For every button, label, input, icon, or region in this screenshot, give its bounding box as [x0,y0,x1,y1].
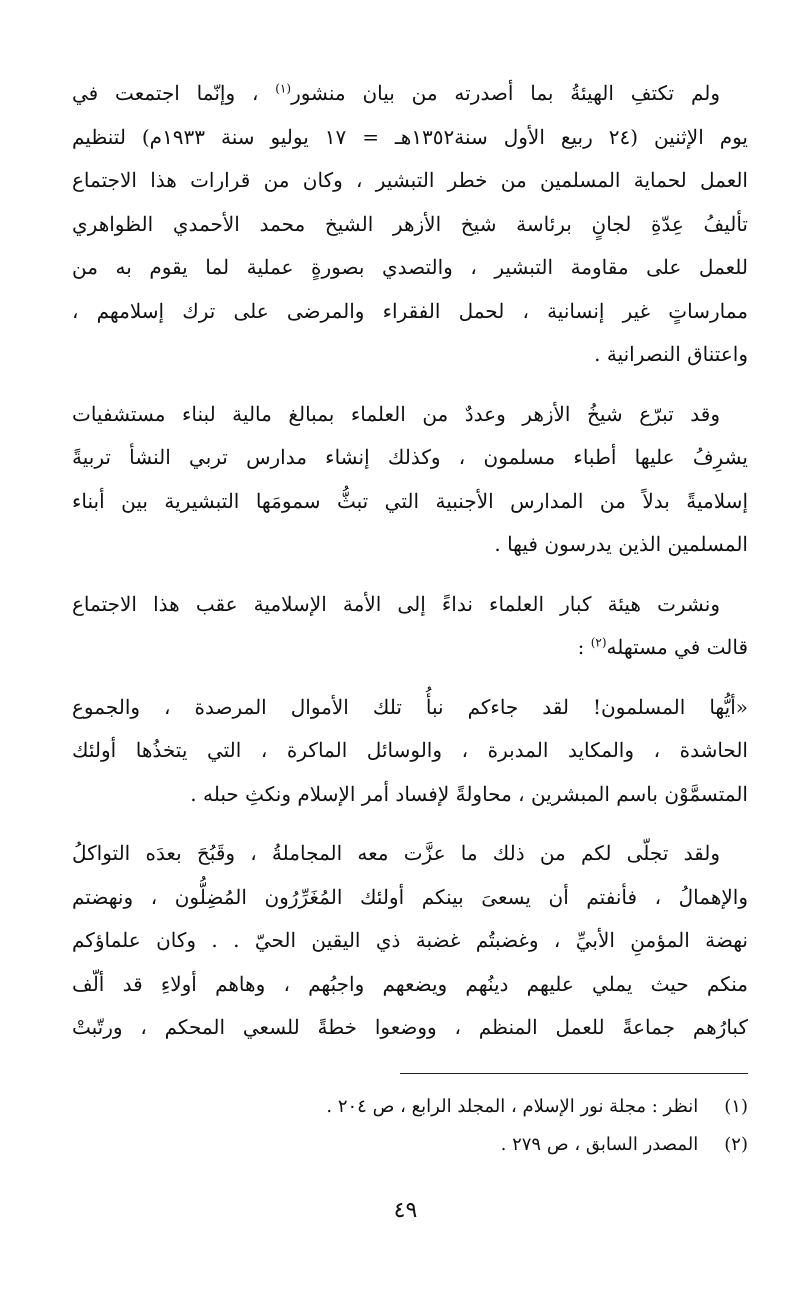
footnote-text: انظر : مجلة نور الإسلام ، المجلد الرابع ، ص ٢٠٤ . [326,1096,699,1117]
footnote-divider [400,1073,748,1074]
text-line: الحاشدة ، والمكايد المدبرة ، والوسائل الماكرة ، التي يتخذُها أولئك [72,738,748,762]
text-line: إسلاميةً بدلاً من المدارس الأجنبية التي تبثُّ سمومَها التبشيرية بين أبناء [72,488,748,513]
text-line: والإهمالُ ، فأنفتم أن يسعىَ بينكم أولئك المُغَرِّرُون المُضِلُّون ، ونهضتم [72,884,748,909]
footnote-2 [72,1126,748,1164]
text-line: للعمل على مقاومة التبشير ، والتصدي بصورةٍ عملية لما يقوم به من [72,255,748,279]
text-line: «أيُّها المسلمون! لقد جاءكم نبأُ تلك الأموال المرصدة ، والجموع [72,694,748,719]
text-line: نهضة المؤمنِ الأبيِّ ، وغضبتُم غضبة ذي اليقين الحيّ . . وكان علماؤكم [72,928,748,952]
text-line: يشرِفُ عليها أطباء مسلمون ، وكذلك إنشاء مدارس تربي النشأ تربيةً [72,445,748,469]
text-line: المتسمَّوْن باسم المبشرين ، محاولةً لإفساد أمر الإسلام ونكثِ حبله . [190,781,748,806]
text-line: منكم حيث يملي عليهم دينُهم ويضعهم واجبُهم ، وهاهم أولاءِ قد ألّف [72,971,748,996]
footnote-number: (٢) [724,1134,748,1155]
text-line: تأليفُ عِدّةِ لجانٍ برئاسة شيخ الأزهر الشيخ محمد الأحمدي الظواهري [72,211,748,236]
line-text-tail: ، وإنّما اجتمعت في [72,81,276,105]
footnote-number: (١) [724,1096,748,1117]
footnotes [72,1088,748,1164]
page-body [72,72,748,1066]
paragraph-3 [72,583,748,670]
quote-paragraph-2 [72,832,748,1050]
paragraph-1 [72,72,748,377]
text-line: وقد تبرّع شيخُ الأزهر وعددٌ من العلماء بمبالغ مالية لبناء مستشفيات [72,401,720,426]
text-line: ونشرت هيئة كبار العلماء نداءً إلى الأمة الإسلامية عقب هذا الاجتماع [72,591,720,616]
text-line [72,626,748,670]
text-line: واعتناق النصرانية . [594,342,748,366]
paragraph-2 [72,393,748,567]
page-number: ٤٩ [393,1198,418,1223]
footnote-ref-2[interactable]: (٢) [590,635,607,650]
text-line: يوم الإثنين (٢٤ ربيع الأول سنة١٣٥٢هـ = ١٧ يوليو سنة ١٩٣٣م) لتنظيم [72,124,748,149]
text-line: ولقد تجلّى لكم من ذلك ما عزَّت معه المجاملةُ ، وقَبُحَ بعدَه التواكلُ [72,841,720,865]
line-text: قالت في مستهله [606,635,748,659]
text-line: المسلمين الذين يدرسون فيها . [494,532,748,556]
line-text: ولم تكتفِ الهيئةُ بما أصدرته من بيان منشور [291,81,721,105]
footnote-ref-1[interactable]: (١) [275,81,292,96]
footnote-text: المصدر السابق ، ص ٢٧٩ . [500,1134,699,1155]
text-line: كبارُهم جماعةً للعمل المنظم ، ووضعوا خطةً للسعي المحكم ، ورتّبتْ [72,1015,748,1039]
quote-paragraph-1 [72,686,748,817]
text-line: العمل لحماية المسلمين من خطر التبشير ، وكان من قرارات هذا الاجتماع [72,168,748,192]
text-line [72,72,748,116]
footnote-1 [72,1088,748,1126]
line-text-tail: : [577,635,591,659]
text-line: ممارساتٍ غير إنسانية ، لحمل الفقراء والمرضى على ترك إسلامهم ، [72,298,748,323]
